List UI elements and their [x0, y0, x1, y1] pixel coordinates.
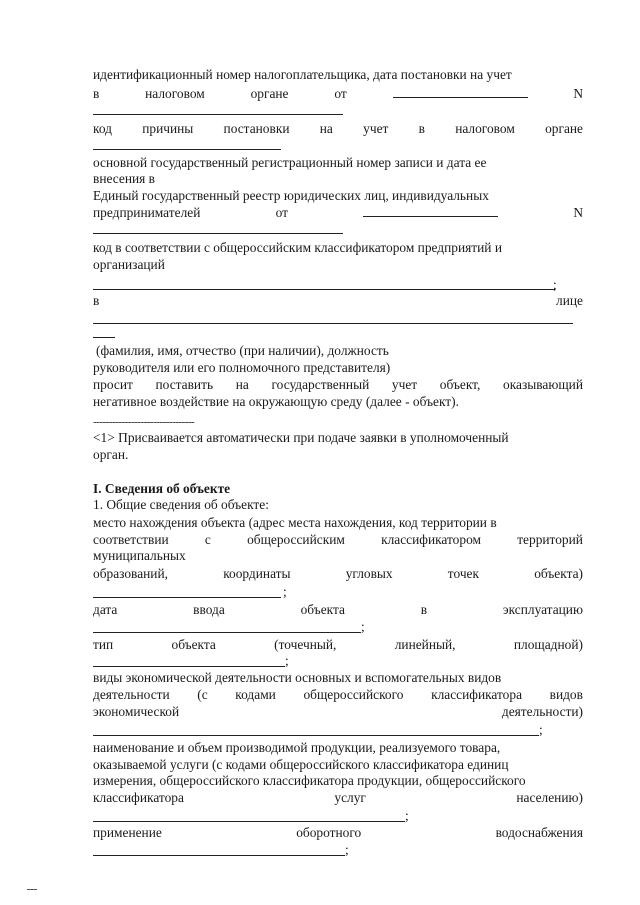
water-supply-blank[interactable]	[93, 855, 345, 856]
word: площадной)	[513, 637, 583, 652]
word: учет	[391, 377, 418, 392]
products-line: наименование и объем производимой продукции, реализуемого товара,	[93, 740, 501, 755]
word: ввода	[193, 602, 225, 617]
word: соответствии	[93, 532, 169, 547]
activity-line-2	[93, 687, 583, 703]
word: точек	[447, 566, 480, 581]
tax-id-line: идентификационный номер налогоплательщика, дата постановки на учет	[93, 67, 512, 82]
word: объекта	[171, 637, 216, 652]
word: услуг	[334, 790, 366, 805]
word: учет	[363, 121, 389, 136]
word: (точечный,	[274, 637, 337, 652]
word: классификатора	[431, 687, 523, 702]
egrul-date-blank[interactable]	[363, 205, 498, 217]
semicolon: ;	[345, 842, 349, 857]
request-line-2: негативное воздействие на окружающую среду (далее - объект).	[93, 394, 459, 409]
semicolon: ;	[405, 808, 409, 823]
word: координаты	[223, 566, 291, 581]
commission-date-blank[interactable]	[93, 632, 361, 633]
word: оказывающий	[503, 377, 583, 392]
word: органе	[250, 86, 289, 101]
word: объекта	[300, 602, 345, 617]
footnote: <1> Присваивается автоматически при подаче заявки в уполномоченный	[93, 430, 509, 445]
scan-mark	[27, 889, 37, 890]
word: (с	[197, 687, 208, 702]
word: общероссийским	[247, 532, 345, 547]
word: N	[573, 205, 583, 220]
location-line-3: муниципальных	[93, 548, 186, 563]
word: деятельности	[93, 687, 170, 702]
okpo-blank[interactable]	[93, 289, 555, 290]
products-blank[interactable]	[93, 821, 405, 822]
word: деятельности)	[501, 704, 583, 719]
footnote-2: орган.	[93, 447, 129, 462]
request-line	[93, 377, 583, 393]
word: лице	[556, 293, 583, 308]
object-type-line	[93, 637, 583, 653]
water-supply-line	[93, 825, 583, 841]
word: от	[334, 86, 347, 101]
semicolon: ;	[539, 722, 543, 737]
word: классификатором	[381, 532, 481, 547]
word: налоговом	[145, 86, 205, 101]
location-line-2	[93, 532, 583, 548]
location-line: место нахождения объекта (адрес места нахождения, код территории в	[93, 515, 497, 530]
word: органе	[545, 121, 583, 136]
representative-hint-2: руководителя или его полномочного представителя)	[93, 360, 391, 375]
word: постановки	[223, 121, 290, 136]
word: поставить	[155, 377, 214, 392]
semicolon: ;	[361, 619, 365, 634]
ogrn-line-2: внесения в	[93, 171, 155, 186]
tax-number-blank[interactable]	[93, 114, 343, 115]
word: государственный	[271, 377, 370, 392]
representative-line	[93, 293, 583, 309]
activity-line: виды экономической деятельности основных и вспомогательных видов	[93, 670, 502, 685]
location-line-4	[93, 566, 583, 582]
word: видов	[549, 687, 583, 702]
object-type-blank[interactable]	[93, 666, 285, 667]
okpo-line-2: организаций	[93, 257, 165, 272]
tax-authority-line	[93, 86, 583, 102]
representative-hint: (фамилия, имя, отчество (при наличии), должность	[96, 343, 389, 358]
registration-date-blank[interactable]	[393, 86, 528, 98]
word: образований,	[93, 566, 168, 581]
word: общероссийского	[303, 687, 404, 702]
word: применение	[93, 825, 162, 840]
word: оборотного	[296, 825, 362, 840]
reason-code-line	[93, 121, 583, 137]
activity-line-3	[93, 704, 583, 720]
activity-blank[interactable]	[93, 735, 539, 736]
okpo-line: код в соответствии с общероссийским классификатором предприятий и	[93, 240, 502, 255]
subsection-title: 1. Общие сведения об объекте:	[93, 497, 269, 512]
word: налоговом	[455, 121, 515, 136]
location-blank[interactable]	[93, 597, 281, 598]
word: населению)	[516, 790, 583, 805]
products-line-4	[93, 790, 583, 806]
word: код	[93, 121, 112, 136]
word: в	[420, 602, 428, 617]
word: экономической	[93, 704, 180, 719]
word: от	[275, 205, 288, 220]
word: в	[418, 121, 425, 136]
semicolon: ;	[283, 584, 287, 599]
word: классификатора	[93, 790, 184, 805]
word: с	[204, 532, 211, 547]
word: кодами	[235, 687, 276, 702]
word: эксплуатацию	[502, 602, 583, 617]
representative-blank-2[interactable]	[93, 337, 115, 338]
products-line-2: оказываемой услуги (с кодами общероссийского классификатора единиц	[93, 757, 509, 772]
word: предпринимателей	[93, 205, 201, 220]
egrul-line-2	[93, 205, 583, 221]
semicolon: ;	[553, 277, 557, 292]
section-title: I. Сведения об объекте	[93, 481, 231, 496]
egrul-line: Единый государственный реестр юридических лиц, индивидуальных	[93, 188, 489, 203]
word: в	[93, 86, 100, 101]
footnote-separator: --------------------------------	[93, 416, 195, 428]
word: угловых	[345, 566, 393, 581]
commission-date-line	[93, 602, 583, 618]
word: линейный,	[394, 637, 456, 652]
egrul-number-blank[interactable]	[93, 233, 343, 234]
word: в	[93, 293, 100, 308]
word: территорий	[517, 532, 583, 547]
word: N	[573, 86, 583, 101]
word: тип	[93, 637, 114, 652]
reason-code-blank[interactable]	[93, 149, 281, 150]
representative-blank[interactable]	[93, 323, 573, 324]
word: на	[319, 121, 333, 136]
word: дата	[93, 602, 118, 617]
word: просит	[93, 377, 133, 392]
word: объект,	[439, 377, 481, 392]
word: на	[235, 377, 249, 392]
word: причины	[142, 121, 194, 136]
ogrn-line: основной государственный регистрационный номер записи и дата ее	[93, 155, 487, 170]
products-line-3: измерения, общероссийского классификатора продукции, общероссийского	[93, 773, 526, 788]
word: водоснабжения	[495, 825, 583, 840]
word: объекта)	[534, 566, 583, 581]
semicolon: ;	[285, 653, 289, 668]
